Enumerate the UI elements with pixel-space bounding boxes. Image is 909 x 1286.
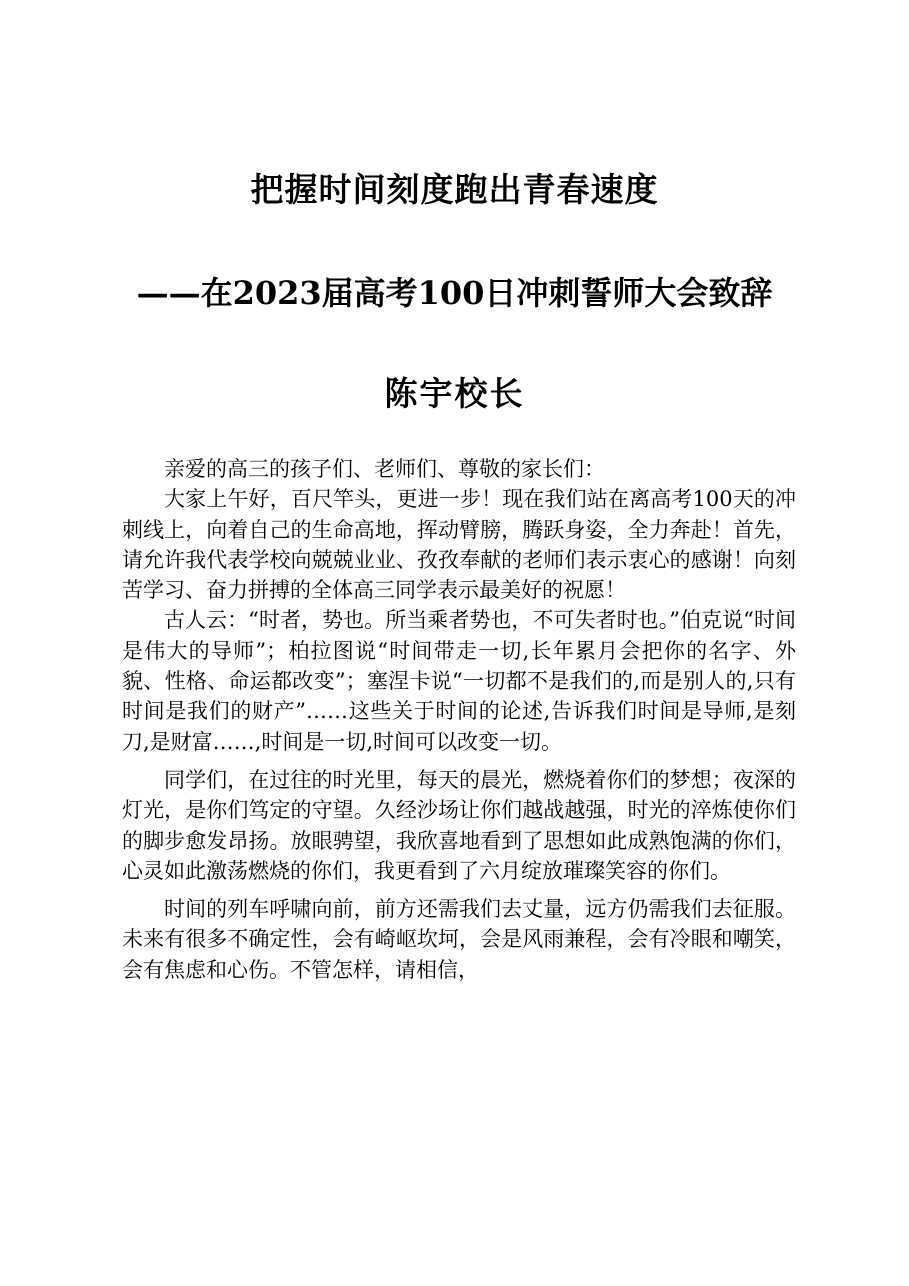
paragraph-greeting: 亲爱的高三的孩子们、老师们、尊敬的家长们： [164, 457, 605, 481]
paragraph: 时间的列车呼啸向前，前方还需我们去丈量，远方仍需我们去征服。未来有很多不确定性，会有崎岖坎坷，会是风雨兼程，会有冷眼和嘲笑，会有焦虑和心伤。不管怎样，请相信， [122, 897, 796, 982]
paragraph: 古人云：“时者，势也。所当乘者势也，不可失者时也。”伯克说“时间是伟大的导师”；柏拉图说“时间带走一切,长年累月会把你的名字、外貌、性格、命运都改变”；塞涅卡说“一切都不是我们的,而是别人的,只有时间是我们的财产”……这些关于时间的论述,告诉我们时间是导师,是刻刀,是财富……,时间是一切,时间可以改变一切。 [122, 608, 796, 754]
document-author: 陈宇校长 [384, 374, 525, 413]
paragraph: 大家上午好，百尺竿头，更进一步！现在我们站在离高考100天的冲刺线上，向着自己的生命高地，挥动臂膀，腾跃身姿，全力奔赴！首先，请允许我代表学校向兢兢业业、孜孜奉献的老师们表示衷心的感谢！向刻苦学习、奋力拼搏的全体高三同学表示最美好的祝愿！ [122, 487, 796, 603]
document-title: 把握时间刻度跑出青春速度 [250, 170, 659, 209]
paragraph: 同学们，在过往的时光里，每天的晨光，燃烧着你们的梦想；夜深的灯光，是你们笃定的守望。久经沙场让你们越战越强，时光的淬炼使你们的脚步愈发昂扬。放眼骋望，我欣喜地看到了思想如此成熟饱满的你们，心灵如此激荡燃烧的你们，我更看到了六月绽放璀璨笑容的你们。 [122, 767, 796, 883]
document-body [122, 454, 796, 985]
document-subtitle: ——在2023届高考100日冲刺誓师大会致辞 [136, 274, 773, 312]
